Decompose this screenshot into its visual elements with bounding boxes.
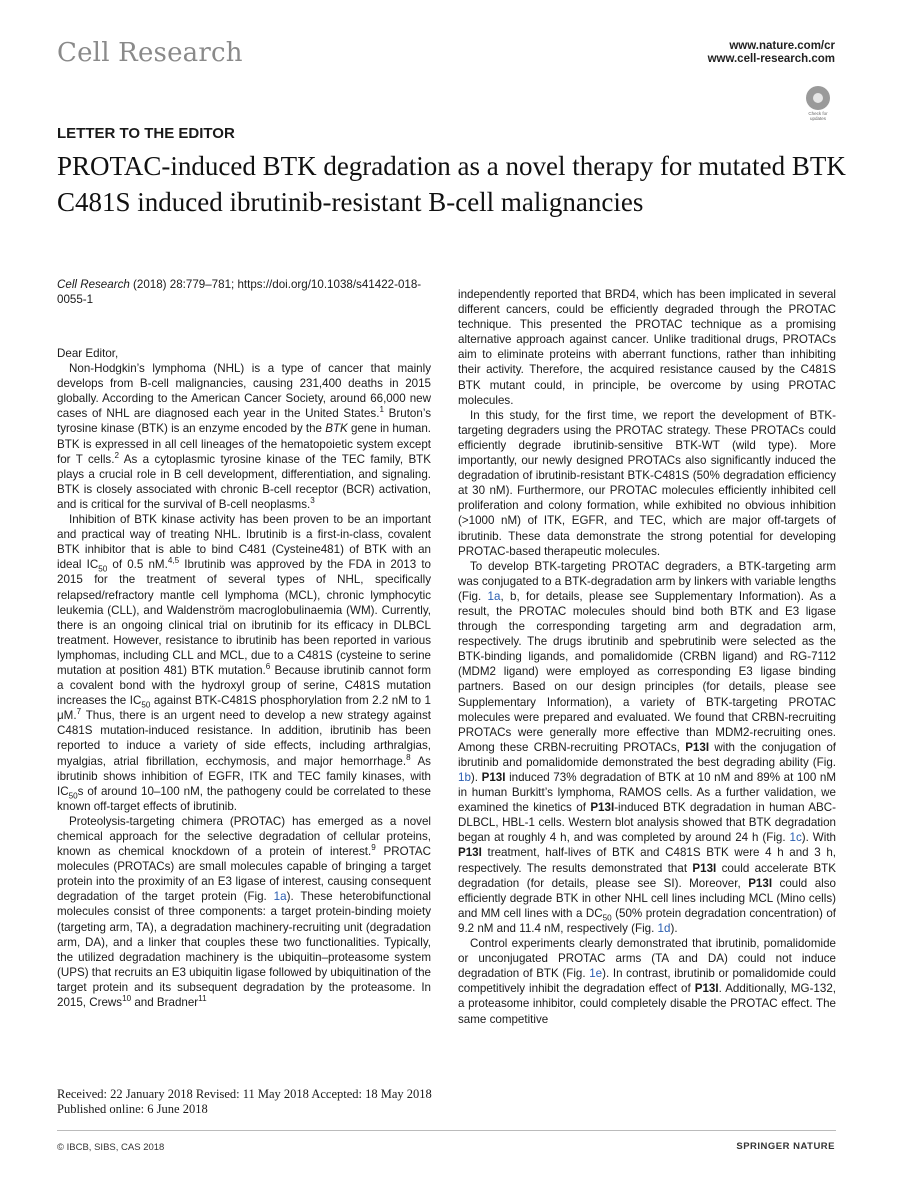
copyright: © IBCB, SIBS, CAS 2018: [57, 1142, 165, 1153]
paragraph-5: To develop BTK-targeting PROTAC degraders, a BTK-targeting arm was conjugated to a BTK-degradation arm by linkers with variable lengths (Fig. 1a, b, for details, please see Supplementary Information). As a result, the PROTAC molecules should bind both BTK and E3 ligase through the corresponding targeting arm and degradation arm, respectively. The drugs ibrutinib and spebrutinib were selected as the BTK-binding ligands, and pomalidomide (CRBN ligand) and RG-7112 (MDM2 ligand) were employed as corresponding E3 ligase binding partners. Based on our design principles (for details, please see Supplementary Information), a variety of BTK-targeting PROTAC molecules were prepared and evaluated. We found that CRBN-recruiting PROTACs were generally more effective than MDM2-recruiting ones. Among these CRBN-recruiting PROTACs, P13I with the conjugation of ibrutinib and pomalidomide demonstrated the best degrading ability (Fig. 1b). P13I induced 73% degradation of BTK at 10 nM and 89% at 100 nM in human Burkitt’s lymphoma, RAMOS cells. As a further validation, we examined the kinetics of P13I-induced BTK degradation in human ABC-DLBCL, HBL-1 cells. Western blot analysis showed that BTK degradation began at roughly 4 h, and was completed by around 24 h (Fig. 1c). With P13I treatment, half-lives of BTK and C481S BTK were 4 h and 3 h, respectively. The results demonstrated that P13I could accelerate BTK degradation (for details, please see SI). Moreover, P13I could also efficiently degrade BTK in other NHL cell lines including MCL (Mino cells) and MM cell lines with a $DC_{50}$ (50% protein degradation concentration) of 9.2 nM and 11.4 nM, respectively (Fig. 1d).: [458, 559, 837, 935]
journal-url-cellresearch[interactable]: www.cell-research.com: [707, 53, 835, 65]
ref-link[interactable]: 6: [265, 662, 271, 672]
fig-link[interactable]: 1e: [589, 967, 603, 981]
ref-link[interactable]: 9: [371, 843, 376, 853]
left-column: [57, 346, 431, 1010]
fig-link[interactable]: 1d: [657, 921, 671, 935]
paragraph-6: Control experiments clearly demonstrated that ibrutinib, pomalidomide or unconjugated PROTAC arms (TA and DA) could not induce degradation of BTK (Fig. 1e). In contrast, ibrutinib or pomalidomide could competitively inhibit the degradation effect of P13I. Additionally, MG-132, a proteasome inhibitor, could completely disable the PROTAC effect. The same competitive: [458, 937, 836, 1026]
paragraph-1: Non-Hodgkin’s lymphoma (NHL) is a type of cancer that mainly develops from B-cell malignancies, causing 231,400 deaths in 2015 globally. According to the American Cancer Society, around 66,000 new cases of NHL are diagnosed each year in the United States.$^1$ Bruton’s tyrosine kinase (BTK) is an enzyme encoded by the BTK gene in human. BTK is expressed in all cell lineages of the hematopoietic system except for T cells.$^2$ As a cytoplasmic tyrosine kinase of the TEC family, BTK plays a crucial role in B cell development, differentiation, and signaling. BTK is closely associated with chronic B-cell receptor (BCR) activation, and is critical for the survival of B-cell neoplasms.$^3$: [57, 362, 431, 511]
citation-line: [57, 277, 437, 307]
paragraph-4: In this study, for the first time, we report the development of BTK-targeting degraders using the PROTAC strategy. These PROTACs could efficiently degrade ibrutinib-sensitive BTK-WT (wild type). More importantly, our newly designed PROTACs also significantly induced the degradation of ibrutinib-resistant BTK-C481S (50% degradation efficiency at 30 nM). Furthermore, our PROTAC molecules efficiently inhibited cell proliferation and colony formation, while exhibited no obvious inhibition (>1000 nM) of ITK, EGFR, and TEC, which are major off-targets of ibrutinib. These data demonstrate the strong potential for developing PROTAC-based therapeutic molecules.: [458, 408, 836, 558]
citation-journal: Cell Research: [57, 278, 130, 291]
ref-link[interactable]: 10: [122, 994, 132, 1004]
article-type: LETTER TO THE EDITOR: [57, 125, 235, 142]
ref-link[interactable]: 8: [406, 752, 411, 762]
article-dates: [57, 1087, 432, 1117]
paragraph-continued: independently reported that BRD4, which has been implicated in several different cancers, could be efficiently degraded through the PROTAC technique. This presented the PROTAC technique as a promising alternative approach against cancer. Unlike traditional drugs, PROTACs aim to eliminate proteins with aberrant functions, rather than inhibiting their activity. Therefore, the acquired resistance caused by the C481S BTK mutant could, in principle, be overcome by using PROTAC molecules.: [458, 288, 836, 407]
salutation: Dear Editor,: [57, 347, 119, 360]
journal-url-nature[interactable]: www.nature.com/cr: [729, 40, 835, 52]
ref-link[interactable]: 3: [310, 496, 315, 506]
ref-link[interactable]: 1: [379, 405, 384, 415]
ref-link[interactable]: 7: [76, 707, 82, 717]
check-updates-caption: Check for updates: [808, 111, 828, 121]
journal-urls: [708, 40, 835, 66]
journal-name: Cell Research: [57, 38, 243, 68]
received-revised-accepted: Received: 22 January 2018 Revised: 11 May 2018 Accepted: 18 May 2018: [57, 1087, 432, 1101]
fig-link[interactable]: 1a: [487, 589, 501, 603]
citation-doi[interactable]: (2018) 28:779–781; https://doi.org/10.1038/s41422-018-0055-1: [57, 278, 422, 306]
paragraph-3: Proteolysis-targeting chimera (PROTAC) has emerged as a novel chemical approach for the selective degradation of cellular proteins, known as chemical knockdown of a protein of interest.$^9$ PROTAC molecules (PROTACs) are small molecules capable of bringing a target protein into the proximity of an E3 ligase of interest, causing consequent degradation of the target protein (Fig. 1a). These heterobifunctional molecules consist of three components: a target protein-binding moiety (targeting arm, TA), a degradation machinery-recruiting unit (degradation arm, DA), and a linker that couples these two functionalities. Typically, the utilized degradation machinery is the ubiquitin–proteasome system (UPS) that recruits an E3 ubiquitin ligase followed by ubiquitination of the target protein and its subsequent degradation by the proteasome. In 2015, Crews$^{10}$ and Bradner$^{11}$: [57, 814, 431, 1010]
article-title: PROTAC-induced BTK degradation as a novel therapy for mutated BTK C481S induced ibrutinib-resistant B-cell malignancies: [57, 151, 846, 217]
footer-divider: [57, 1130, 836, 1131]
publisher-logo: SPRINGER NATURE: [736, 1141, 835, 1152]
fig-link[interactable]: 1c: [789, 831, 802, 845]
ref-link[interactable]: 4,5: [167, 556, 180, 566]
right-column: [458, 287, 836, 1027]
fig-link[interactable]: 1b: [458, 771, 471, 784]
check-for-updates-badge[interactable]: [802, 86, 834, 121]
ref-link[interactable]: 2: [114, 450, 119, 460]
ref-link[interactable]: 11: [198, 994, 207, 1004]
published-online: Published online: 6 June 2018: [57, 1102, 208, 1116]
paragraph-2: Inhibition of BTK kinase activity has been proven to be an important and practical way of treating NHL. Ibrutinib is a first-in-class, covalent BTK inhibitor that is able to bind C481 (Cysteine481) of BTK with an ideal $IC_{50}$ of 0.5 nM.$^{4,5}$ Ibrutinib was approved by the FDA in 2013 to 2015 for the treatment of several types of NHL, specifically relapsed/refractory mantle cell lymphoma (MCL), chronic lymphocytic leukemia (CLL), and Waldenström macroglobulinaemia (WM). Currently, there is an ongoing clinical trial on ibrutinib for its efficacy in DLBCL treatment. However, resistance to ibrutinib has been reported in various lymphomas, including CLL and MCL, due to a C481S (cysteine to serine mutation at position 481) BTK mutation.$^6$ Because ibrutinib cannot form a covalent bond with the hydroxyl group of serine, C481S mutation increases the $IC_{50}$ against BTK-C481S phosphorylation from 2.2 nM to 1 μM.$^7$ Thus, there is an urgent need to develop a new strategy against C481S mutation-induced resistance. In addition, ibrutinib has been reported to induce a variety of side effects, including arthralgias, myalgias, atrial fibrillation, ecchymosis, and major hemorrhage.$^8$ As ibrutinib shows inhibition of EGFR, ITK and TEC family kinases, with $IC_{50}s$ of around 10–100 nM, the pathogeny could be correlated to these known off-target effects of ibrutinib.: [57, 513, 431, 813]
fig-link[interactable]: 1a: [273, 890, 287, 904]
check-updates-icon: [806, 86, 830, 110]
